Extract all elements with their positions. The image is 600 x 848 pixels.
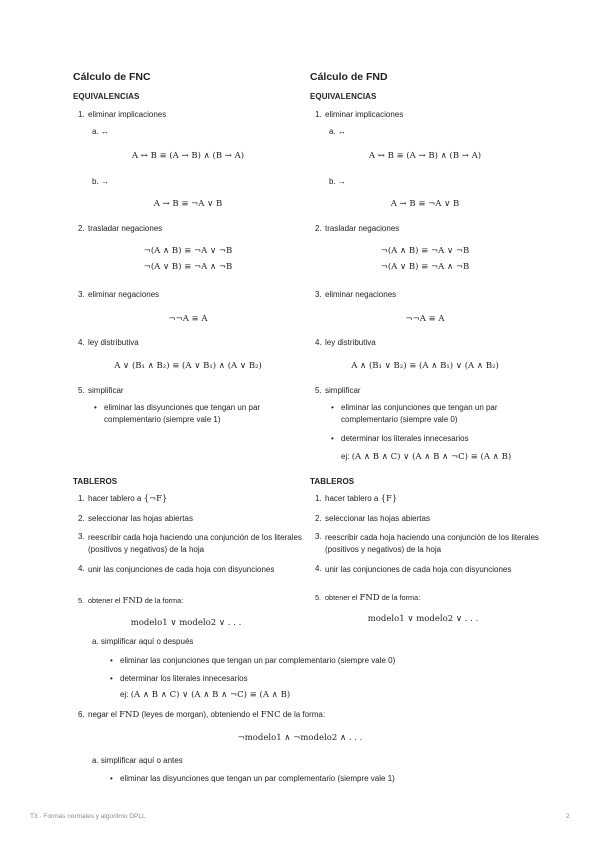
fnd-item-1: 1. eliminar implicaciones <box>315 110 404 119</box>
fnc-item-1: 1. eliminar implicaciones <box>78 110 167 119</box>
fnd-bullet-conjunctions: • eliminar las conjunciones que tengan un par complementario (siempre vale 0) <box>341 402 541 426</box>
tableros-right-item-1: 1. hacer tablero a {F} <box>315 494 398 504</box>
fnc-title: Cálculo de FNC <box>73 71 151 83</box>
tableros-right-formula-models: modelo1 ∨ modelo2 ∨ . . . <box>367 614 479 624</box>
fnd-example: ej: (A ∧ B ∧ C) ∨ (A ∧ B ∧ ¬C) ≡ (A ∧ B) <box>341 452 512 462</box>
full-formula-negated-models: ¬modelo1 ∧ ¬modelo2 ∧ . . . <box>237 733 363 743</box>
full-sub-a2: a. simplificar aquí o antes <box>92 756 183 765</box>
fnc-formula-demorgan-1: ¬(A ∧ B) ≡ ¬A ∨ ¬B <box>143 246 233 256</box>
fnd-item-2: 2. trasladar negaciones <box>315 224 400 233</box>
page-number: 2 <box>566 813 570 820</box>
fnc-equivalencias-heading: EQUIVALENCIAS <box>73 92 140 101</box>
tableros-heading-right: TABLEROS <box>310 477 355 486</box>
fnc-item-1b: b. → <box>92 177 109 186</box>
fnc-item-4: 4. ley distributiva <box>78 338 139 347</box>
tableros-left-item-3: 3. reescribir cada hoja haciendo una conjunción de los literales (positivos y negativos) de la hoja <box>78 532 302 554</box>
fnc-bullet-disjunctions: • eliminar las disyunciones que tengan un par complementario (siempre vale 1) <box>104 402 304 426</box>
tableros-right-item-2: 2. seleccionar las hojas abiertas <box>315 514 430 523</box>
full-item-6: 6. negar el FND (leyes de morgan), obteniendo el FNC de la forma: <box>78 710 326 720</box>
fnc-formula-demorgan-2: ¬(A ∨ B) ≡ ¬A ∧ ¬B <box>143 262 233 272</box>
full-example: ej: (A ∧ B ∧ C) ∨ (A ∧ B ∧ ¬C) ≡ (A ∧ B) <box>120 690 291 700</box>
fnc-formula-double-negation: ¬¬A ≡ A <box>168 314 208 324</box>
full-bullet-literals: • determinar los literales innecesarios <box>120 674 248 683</box>
fnd-bullet-literals: • determinar los literales innecesarios <box>341 434 469 443</box>
fnd-formula-demorgan-2: ¬(A ∨ B) ≡ ¬A ∧ ¬B <box>380 262 470 272</box>
tableros-left-formula-models: modelo1 ∨ modelo2 ∨ . . . <box>130 618 242 628</box>
full-sub-a: a. simplificar aquí o después <box>92 637 194 646</box>
fnd-formula-distributive: A ∧ (B₁ ∨ B₂) ≡ (A ∧ B₁) ∨ (A ∧ B₂) <box>351 361 499 371</box>
fnd-formula-double-negation: ¬¬A ≡ A <box>405 314 445 324</box>
fnd-title: Cálculo de FND <box>310 71 388 83</box>
fnd-item-1b: b. → <box>329 177 346 186</box>
fnc-formula-biconditional: A ↔ B ≡ (A → B) ∧ (B → A) <box>131 151 245 161</box>
tableros-left-item-5: 5. obtener el FND de la forma: <box>78 596 184 606</box>
tableros-left-item-4: 4. unir las conjunciones de cada hoja con disyunciones <box>78 564 275 574</box>
fnd-item-3: 3. eliminar negaciones <box>315 290 397 299</box>
fnc-formula-implication: A → B ≡ ¬A ∨ B <box>153 199 223 209</box>
fnd-formula-biconditional: A ↔ B ≡ (A → B) ∧ (B → A) <box>368 151 482 161</box>
fnc-item-3: 3. eliminar negaciones <box>78 290 160 299</box>
fnd-equivalencias-heading: EQUIVALENCIAS <box>310 92 377 101</box>
tableros-right-item-3: 3. reescribir cada hoja haciendo una conjunción de los literales (positivos y negativos) de la hoja <box>315 532 539 554</box>
fnc-item-5: 5. simplificar <box>78 386 124 395</box>
fnc-item-1a: a. ↔ <box>92 127 109 136</box>
fnd-item-5: 5. simplificar <box>315 386 361 395</box>
fnd-item-1a: a. ↔ <box>329 127 346 136</box>
tableros-right-item-5: 5. obtener el FND de la forma: <box>315 593 421 603</box>
tableros-right-item-4: 4. unir las conjunciones de cada hoja con disyunciones <box>315 564 512 574</box>
fnc-item-2: 2. trasladar negaciones <box>78 224 163 233</box>
tableros-left-item-1: 1. hacer tablero a {¬F} <box>78 494 168 504</box>
fnd-formula-demorgan-1: ¬(A ∧ B) ≡ ¬A ∨ ¬B <box>380 246 470 256</box>
tableros-heading-left: TABLEROS <box>73 477 118 486</box>
full-bullet-disjunctions: • eliminar las disyunciones que tengan un par complementario (siempre vale 1) <box>120 774 395 783</box>
tableros-left-item-2: 2. seleccionar las hojas abiertas <box>78 514 193 523</box>
fnd-formula-implication: A → B ≡ ¬A ∨ B <box>390 199 460 209</box>
fnd-item-4: 4. ley distributiva <box>315 338 376 347</box>
footer-text: T3 - Formas normales y algoritmo DPLL <box>30 813 146 820</box>
fnc-formula-distributive: A ∨ (B₁ ∧ B₂) ≡ (A ∨ B₁) ∧ (A ∨ B₂) <box>114 361 262 371</box>
full-bullet-conjunctions: • eliminar las conjunciones que tengan un par complementario (siempre vale 0) <box>120 656 395 665</box>
